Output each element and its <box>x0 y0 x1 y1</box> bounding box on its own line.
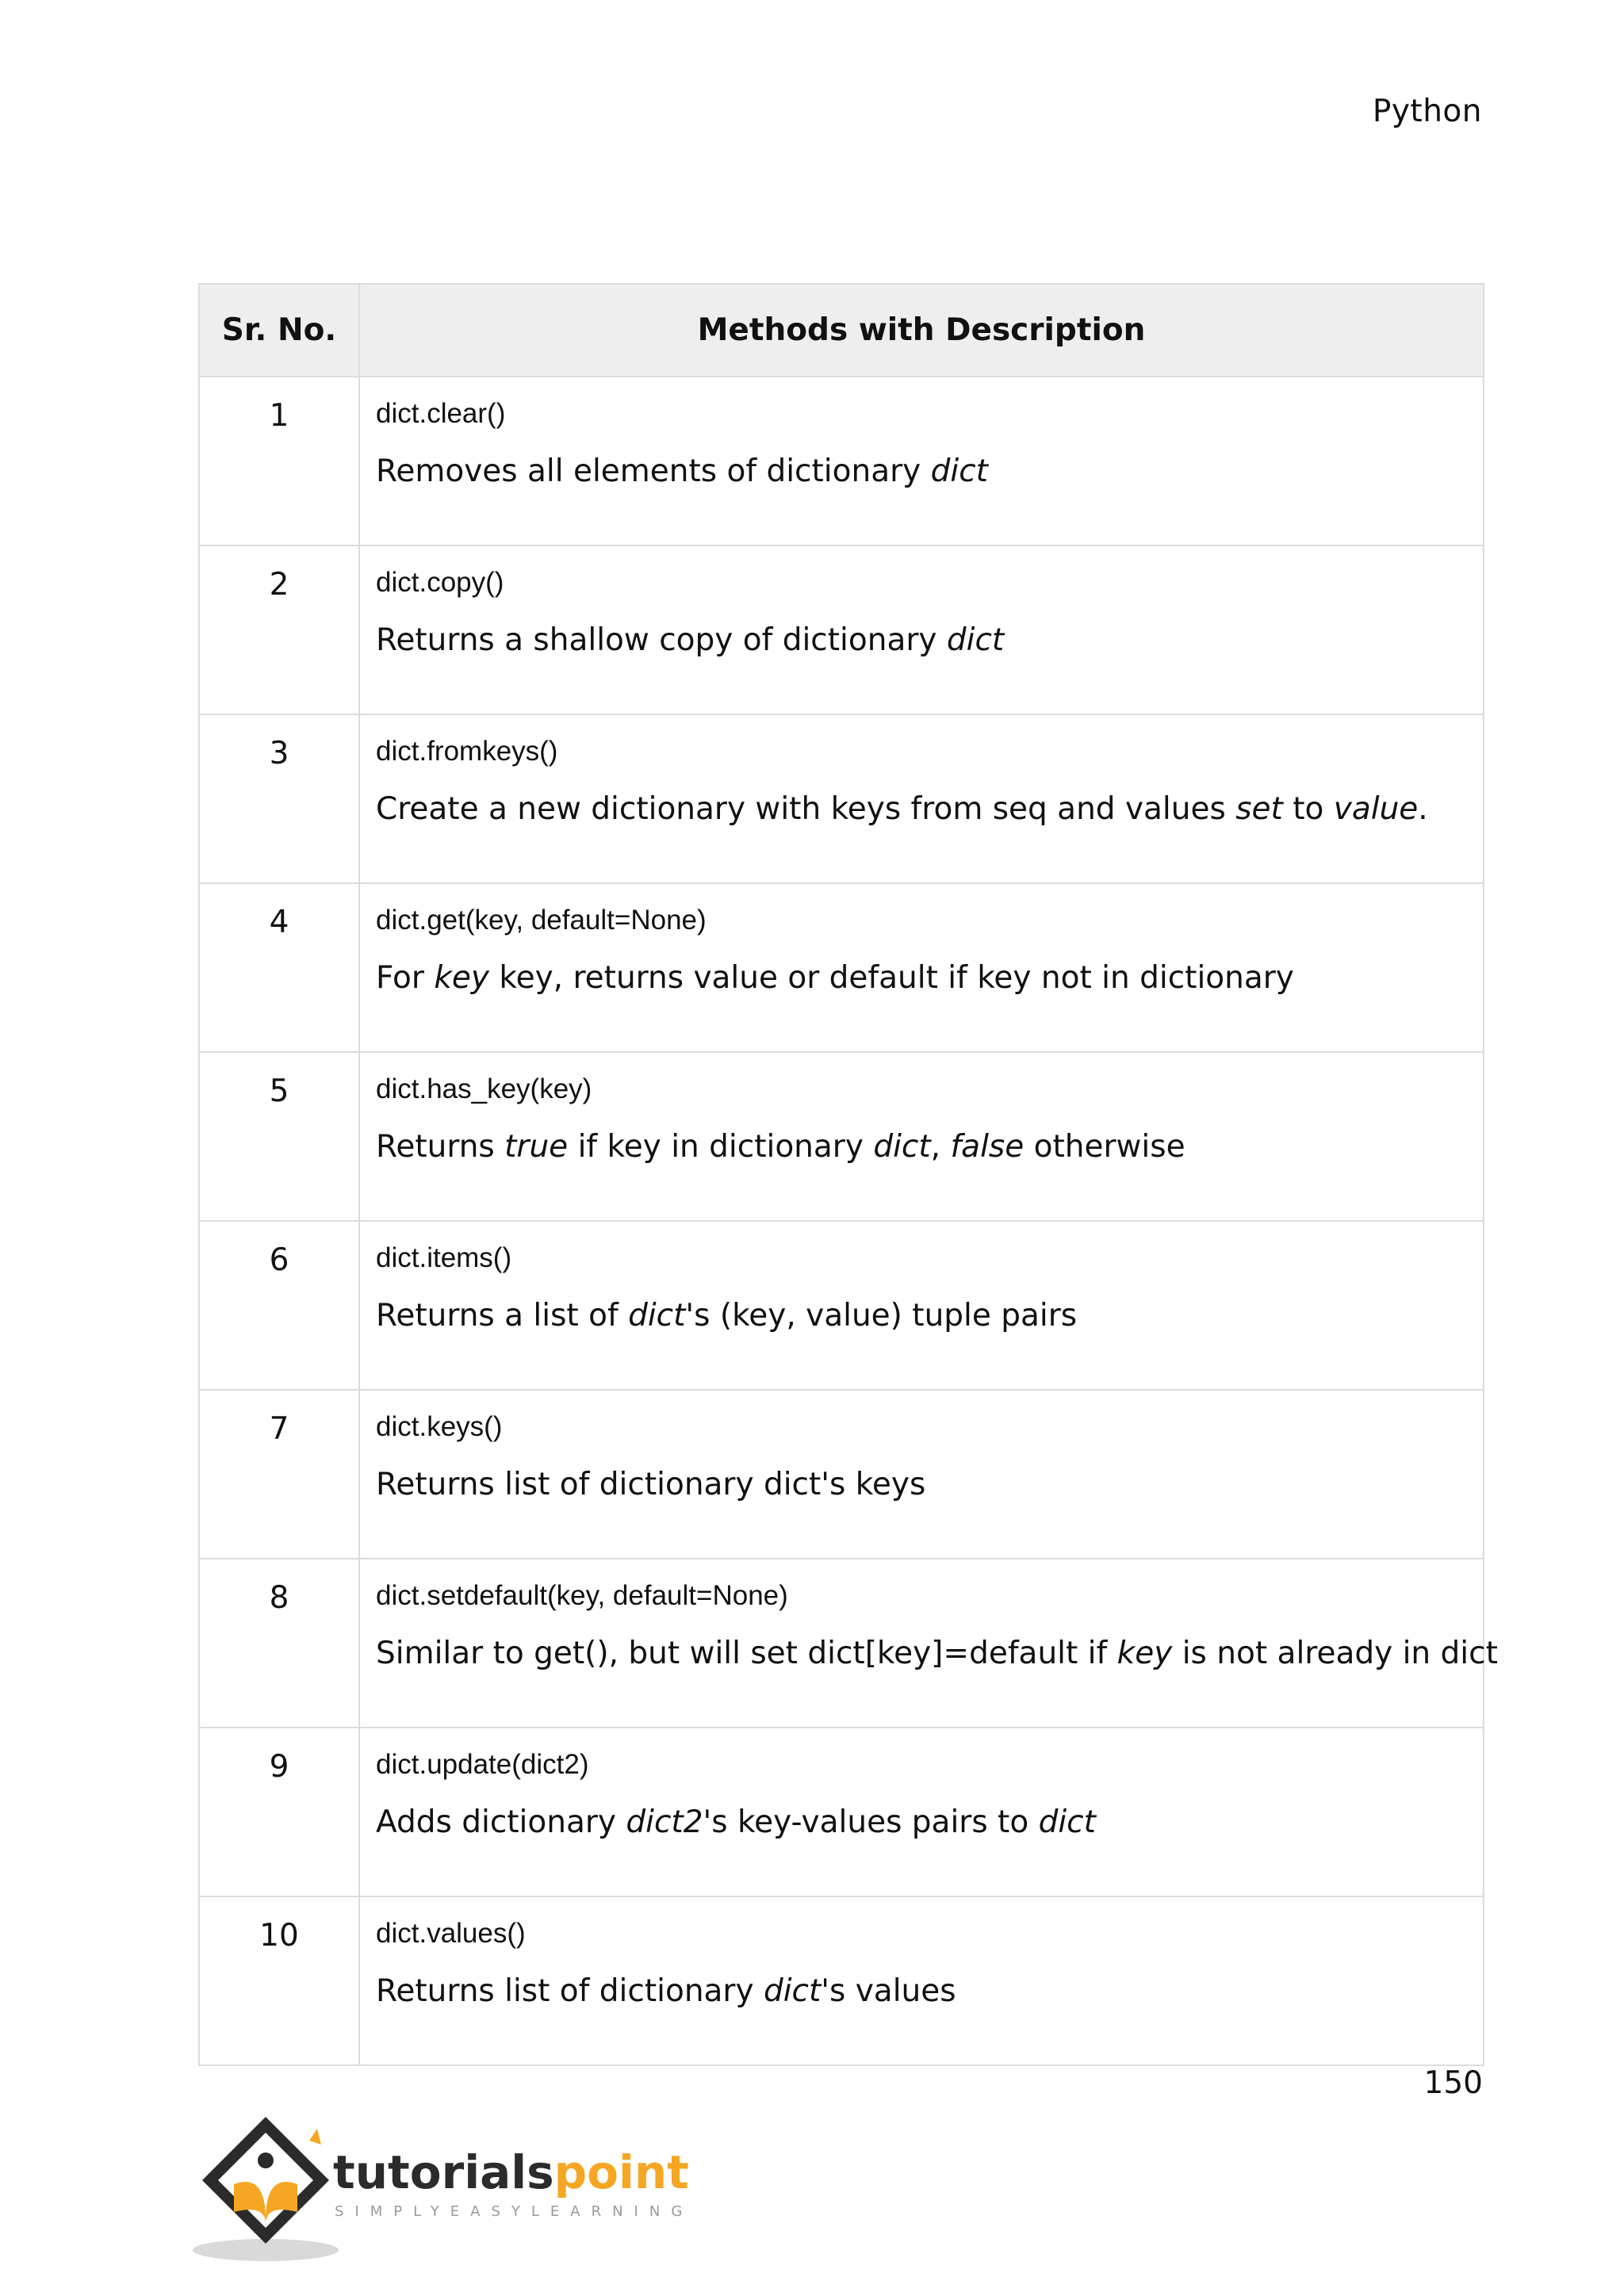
method-description <box>376 1127 1483 1167</box>
method-signature: dict.copy() <box>376 567 504 598</box>
description-text: if key in dictionary <box>568 1129 874 1165</box>
sr-no-cell: 5 <box>199 1052 359 1221</box>
description-text: Returns a shallow copy of dictionary <box>376 622 947 658</box>
method-description <box>376 959 1483 998</box>
description-text: to <box>1282 791 1334 827</box>
description-text: Removes all elements of dictionary <box>376 453 931 489</box>
table-row <box>199 1559 1484 1728</box>
description-text: key, returns value or default if key not in dictionary <box>489 960 1294 996</box>
description-text: Similar to get(), but will set dict[key]=default if <box>376 1636 1117 1671</box>
method-description <box>376 1296 1483 1336</box>
method-signature: dict.values() <box>376 1918 526 1949</box>
table-row <box>199 545 1484 714</box>
method-cell <box>359 1221 1484 1390</box>
logo-spark-shape <box>309 2129 321 2145</box>
sr-no-cell: 7 <box>199 1390 359 1559</box>
method-cell <box>359 1559 1498 1728</box>
description-text: otherwise <box>1024 1129 1185 1165</box>
description-text: 's values <box>821 1973 956 2009</box>
description-text: , <box>930 1129 951 1165</box>
table-header-row <box>199 284 1484 377</box>
description-text: . <box>1418 791 1428 827</box>
sr-no-cell: 3 <box>199 714 359 883</box>
col-header-sr-no: Sr. No. <box>199 284 359 377</box>
method-signature: dict.clear() <box>376 398 506 429</box>
italic-term: false <box>950 1129 1025 1165</box>
italic-term: dict <box>946 622 1005 658</box>
table-row <box>199 883 1484 1052</box>
italic-term: true <box>504 1129 569 1165</box>
italic-term: dict2 <box>626 1804 703 1840</box>
italic-term: key <box>434 960 490 996</box>
method-cell <box>359 883 1484 1052</box>
method-cell <box>359 1390 1484 1559</box>
italic-term: key <box>1116 1636 1173 1671</box>
sr-no-cell: 6 <box>199 1221 359 1390</box>
table-row <box>199 1896 1484 2065</box>
description-text: is not already in dict <box>1172 1636 1498 1671</box>
sr-no-cell: 4 <box>199 883 359 1052</box>
method-signature: dict.fromkeys() <box>376 736 558 767</box>
sr-no-cell: 2 <box>199 545 359 714</box>
method-description <box>376 1465 1483 1505</box>
method-description <box>376 1972 1483 2011</box>
sr-no-cell: 9 <box>199 1728 359 1896</box>
table-row <box>199 377 1484 545</box>
method-signature: dict.setdefault(key, default=None) <box>376 1580 788 1611</box>
method-description <box>376 1634 1498 1674</box>
table-row <box>199 714 1484 883</box>
italic-term: value <box>1333 791 1419 827</box>
method-description <box>376 1803 1483 1843</box>
sr-no-cell: 8 <box>199 1559 359 1728</box>
running-header: Python <box>1372 94 1482 129</box>
method-signature: dict.keys() <box>376 1411 503 1442</box>
method-cell <box>359 1728 1484 1896</box>
italic-term: set <box>1235 791 1283 827</box>
description-text: Returns a list of <box>376 1298 629 1334</box>
method-description <box>376 790 1483 829</box>
method-signature: dict.has_key(key) <box>376 1073 592 1104</box>
col-header-methods: Methods with Description <box>359 284 1484 377</box>
method-cell <box>359 1896 1484 2065</box>
italic-term: dict <box>628 1298 686 1334</box>
method-cell <box>359 377 1484 545</box>
italic-term: dict <box>873 1129 931 1165</box>
method-cell <box>359 1052 1484 1221</box>
italic-term: dict <box>930 453 988 489</box>
description-text: Returns <box>376 1129 505 1165</box>
methods-table <box>198 283 1498 2066</box>
description-text: Returns list of dictionary dict's keys <box>376 1467 926 1502</box>
method-signature: dict.items() <box>376 1242 512 1273</box>
method-signature: dict.get(key, default=None) <box>376 905 707 936</box>
tutorialspoint-logo <box>190 2109 698 2267</box>
description-text: Returns list of dictionary <box>376 1973 764 2009</box>
description-text: Adds dictionary <box>376 1804 626 1840</box>
description-text: 's key-values pairs to <box>703 1804 1039 1840</box>
method-signature: dict.update(dict2) <box>376 1749 589 1780</box>
method-cell <box>359 714 1484 883</box>
table-row <box>199 1728 1484 1896</box>
table-body <box>199 377 1498 2065</box>
table-row <box>199 1052 1484 1221</box>
italic-term: dict <box>1038 1804 1096 1840</box>
logo-diamond-inner-shape <box>218 2133 313 2228</box>
method-description <box>376 452 1483 492</box>
logo-tagline: SIMPLYEASYLEARNING <box>335 2203 694 2220</box>
sr-no-cell: 1 <box>199 377 359 545</box>
table-row <box>199 1390 1484 1559</box>
description-text: For <box>376 960 435 996</box>
method-description <box>376 621 1483 660</box>
page-number: 150 <box>1423 2065 1483 2101</box>
table-row <box>199 1221 1484 1390</box>
description-text: Create a new dictionary with keys from seq and values <box>376 791 1236 827</box>
italic-term: dict <box>763 1973 822 2009</box>
method-cell <box>359 545 1484 714</box>
sr-no-cell: 10 <box>199 1896 359 2065</box>
logo-reader-head-shape <box>258 2152 274 2168</box>
logo-wordmark: tutorialspoint <box>333 2145 689 2199</box>
description-text: 's (key, value) tuple pairs <box>685 1298 1078 1334</box>
